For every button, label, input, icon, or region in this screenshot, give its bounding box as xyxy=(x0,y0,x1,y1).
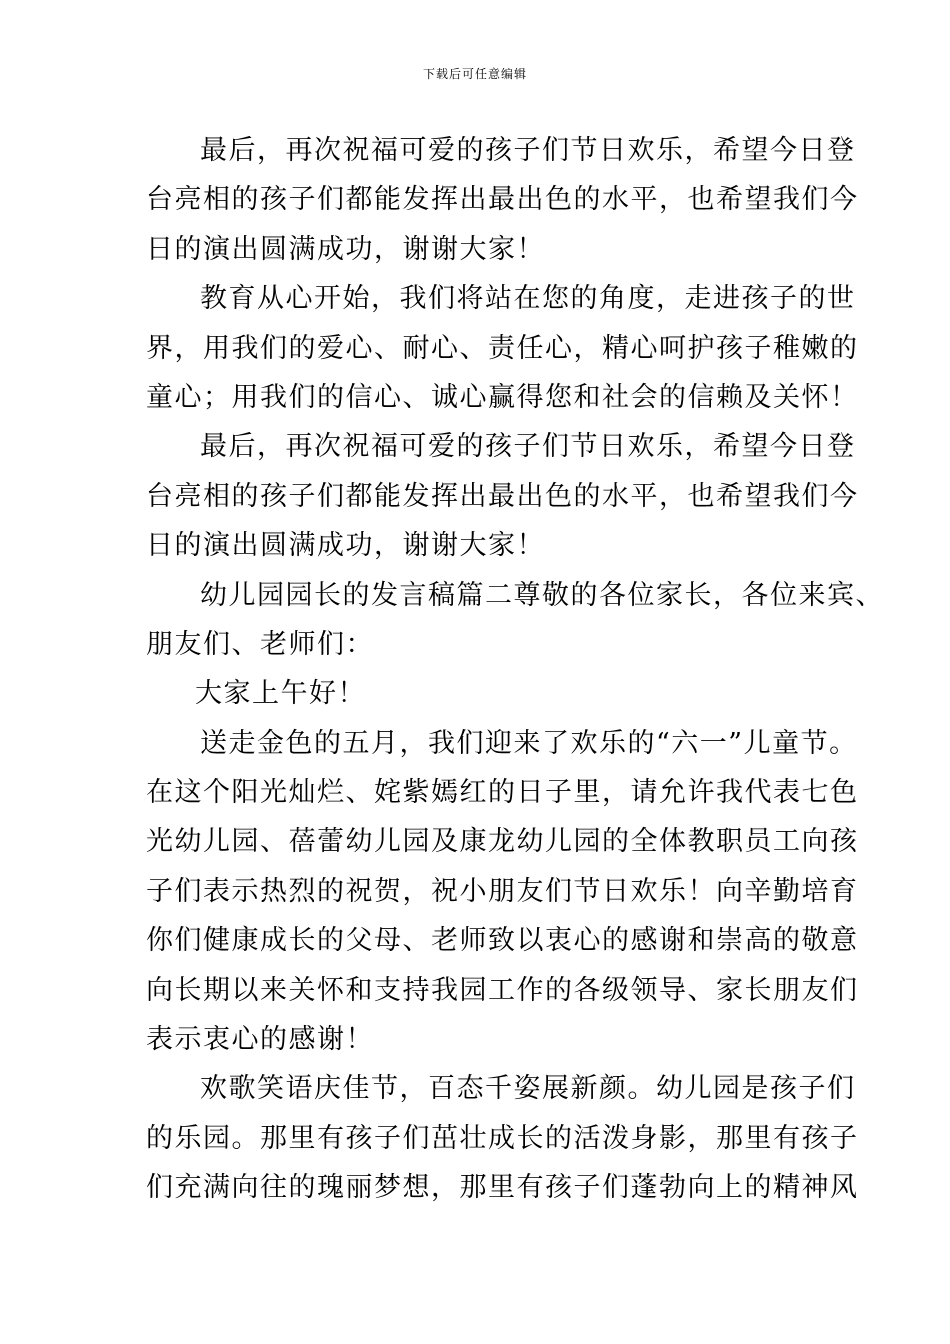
text-line: 你们健康成长的父母、老师致以衷心的感谢和崇高的敬意 xyxy=(146,925,859,957)
text-line: 日的演出圆满成功，谢谢大家！ xyxy=(146,530,545,562)
text-line: 大家上午好！ xyxy=(195,678,366,710)
text-line: 欢歌笑语庆佳节，百态千姿展新颜。幼儿园是孩子们 xyxy=(200,1073,856,1105)
document-body xyxy=(146,126,884,1213)
text-line: 童心；用我们的信心、诚心赢得您和社会的信赖及关怀！ xyxy=(146,381,859,413)
page-header-note: 下载后可任意编辑 xyxy=(422,67,527,81)
text-line: 向长期以来关怀和支持我园工作的各级领导、家长朋友们 xyxy=(146,974,859,1006)
text-line: 表示衷心的感谢！ xyxy=(146,1024,374,1056)
text-line: 台亮相的孩子们都能发挥出最出色的水平，也希望我们今 xyxy=(146,184,859,216)
text-line: 界，用我们的爱心、耐心、责任心，精心呵护孩子稚嫩的 xyxy=(146,332,859,364)
text-line: 光幼儿园、蓓蕾幼儿园及康龙幼儿园的全体教职员工向孩 xyxy=(146,826,859,858)
text-line: 最后，再次祝福可爱的孩子们节日欢乐，希望今日登 xyxy=(200,431,856,463)
text-line: 的乐园。那里有孩子们茁壮成长的活泼身影，那里有孩子 xyxy=(146,1122,859,1154)
text-line: 教育从心开始，我们将站在您的角度，走进孩子的世 xyxy=(200,283,856,315)
text-line: 朋友们、老师们： xyxy=(146,628,374,660)
text-line: 在这个阳光灿烂、姹紫嫣红的日子里，请允许我代表七色 xyxy=(146,777,859,809)
text-line: 日的演出圆满成功，谢谢大家！ xyxy=(146,233,545,265)
text-line: 们充满向往的瑰丽梦想，那里有孩子们蓬勃向上的精神风 xyxy=(146,1172,859,1204)
text-line: 幼儿园园长的发言稿篇二尊敬的各位家长，各位来宾、 xyxy=(200,579,884,611)
text-line: 子们表示热烈的祝贺，祝小朋友们节日欢乐！向辛勤培育 xyxy=(146,875,859,907)
text-line: 最后，再次祝福可爱的孩子们节日欢乐，希望今日登 xyxy=(200,135,856,166)
text-line: 送走金色的五月，我们迎来了欢乐的“六一”儿童节。 xyxy=(200,727,858,759)
text-line: 台亮相的孩子们都能发挥出最出色的水平，也希望我们今 xyxy=(146,480,859,512)
